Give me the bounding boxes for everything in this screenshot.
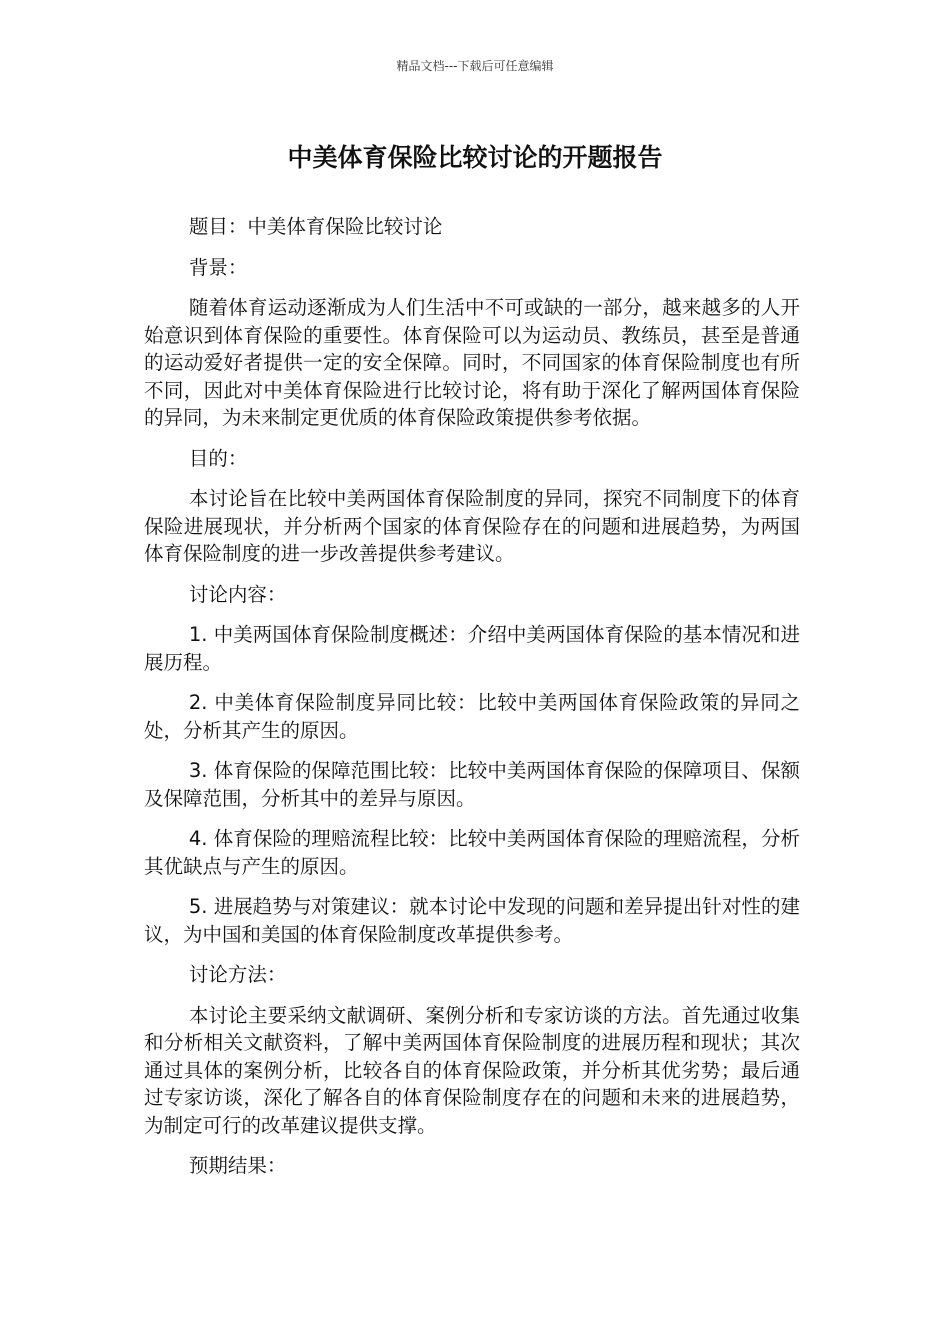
purpose-heading: 目的：: [188, 446, 248, 470]
content-item: 2. 中美体育保险制度异同比较：比较中美两国体育保险政策的异同之处，分析其产生的原因。: [144, 691, 800, 742]
header-note: 精品文档---下载后可任意编辑: [396, 59, 554, 73]
purpose-paragraph: 本讨论旨在比较中美两国体育保险制度的异同，探究不同制度下的体育保险进展现状，并分析两个国家的体育保险存在的问题和进展趋势，为两国体育保险制度的进一步改善提供参考建议。: [144, 487, 800, 565]
document-title: 中美体育保险比较讨论的开题报告: [287, 143, 663, 172]
content-heading: 讨论内容：: [188, 582, 287, 606]
background-heading: 背景：: [188, 255, 248, 279]
content-item: 4. 体育保险的理赔流程比较：比较中美两国体育保险的理赔流程，分析其优缺点与产生的原因。: [144, 827, 800, 878]
background-paragraph: 随着体育运动逐渐成为人们生活中不可或缺的一部分，越来越多的人开始意识到体育保险的重要性。体育保险可以为运动员、教练员，甚至是普通的运动爱好者提供一定的安全保障。同时，不同国家的体育保险制度也有所不同，因此对中美体育保险进行比较讨论，将有助于深化了解两国体育保险的异同，为未来制定更优质的体育保险政策提供参考依据。: [144, 296, 800, 429]
topic-line: 题目：中美体育保险比较讨论: [188, 215, 443, 238]
content-item: 1. 中美两国体育保险制度概述：介绍中美两国体育保险的基本情况和进展历程。: [144, 623, 800, 674]
document-body: [144, 213, 800, 1193]
expected-results-heading: 预期结果：: [188, 1154, 287, 1177]
method-heading: 讨论方法：: [188, 963, 287, 986]
content-item: 3. 体育保险的保障范围比较：比较中美两国体育保险的保障项目、保额及保障范围，分析其中的差异与原因。: [144, 759, 800, 810]
method-paragraph: 本讨论主要采纳文献调研、案例分析和专家访谈的方法。首先通过收集和分析相关文献资料，了解中美两国体育保险制度的进展历程和现状；其次通过具体的案例分析，比较各自的体育保险政策，并分析其优劣势；最后通过专家访谈，深化了解各自的体育保险制度存在的问题和未来的进展趋势，为制定可行的改革建议提供支撑。: [144, 1003, 800, 1137]
content-item: 5. 进展趋势与对策建议：就本讨论中发现的问题和差异提出针对性的建议，为中国和美国的体育保险制度改革提供参考。: [144, 895, 800, 946]
